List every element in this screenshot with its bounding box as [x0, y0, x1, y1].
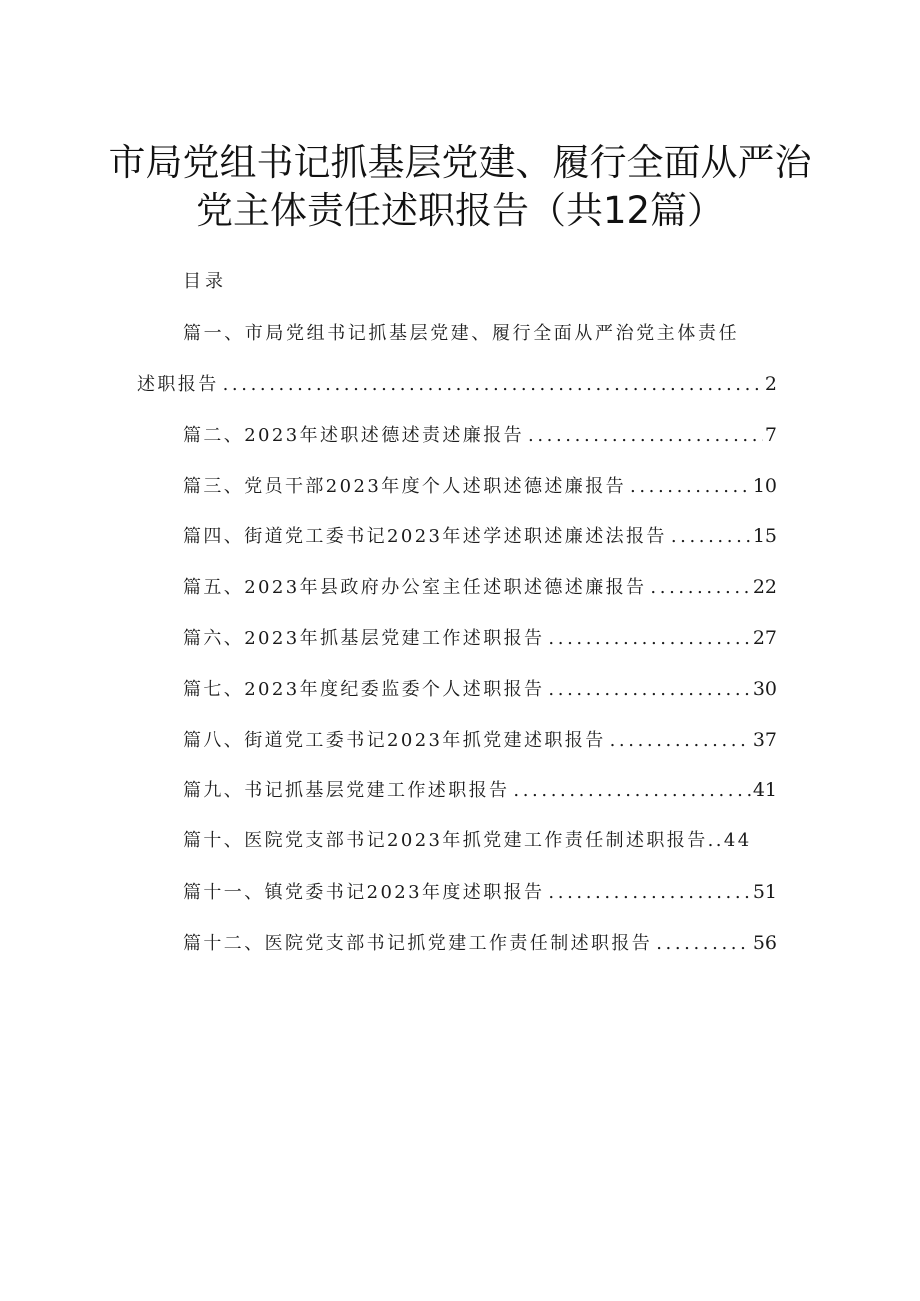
toc-leader-dots: [513, 777, 750, 805]
toc-entry-label: 篇八、街道党工委书记2023年抓党建述职报告: [183, 730, 606, 751]
toc-entry-label: 篇三、党员干部2023年度个人述职述德述廉报告: [183, 476, 627, 497]
toc-entry-4: [183, 522, 777, 550]
toc-leader-dots: [528, 422, 763, 450]
toc-entry-label: 篇六、2023年抓基层党建工作述职报告: [183, 628, 545, 649]
toc-entry-12: [183, 929, 777, 957]
toc-entry-label: 述职报告: [137, 374, 219, 395]
toc-entry-7: [183, 675, 777, 703]
toc-entry-label: 篇二、2023年述职述德述责述廉报告: [183, 425, 525, 446]
toc-entry-11: [183, 878, 777, 906]
toc-entry-label: 篇四、街道党工委书记2023年述学述职述廉述法报告: [183, 526, 667, 547]
toc-leader-dots: [671, 523, 751, 551]
toc-entry-6: [183, 624, 777, 652]
toc-page-number: 30: [752, 678, 777, 700]
toc-entry-label: 篇十、医院党支部书记2023年抓党建工作责任制述职报告..44: [183, 830, 752, 851]
toc-entry-5: [183, 573, 777, 601]
toc-heading: 目录: [183, 271, 227, 292]
toc-entry-label: 篇七、2023年度纪委监委个人述职报告: [183, 679, 545, 700]
toc-page-number: 56: [752, 932, 777, 954]
toc-entry-label: 篇九、书记抓基层党建工作述职报告: [183, 780, 510, 801]
toc-entry-1: [137, 370, 777, 398]
document-title-line-1: 市局党组书记抓基层党建、履行全面从严治: [108, 141, 812, 184]
toc-leader-dots: [656, 930, 751, 958]
toc-entry-2: [183, 421, 777, 449]
toc-page-number: 51: [752, 881, 777, 903]
toc-page-number: 37: [752, 729, 777, 751]
toc-entry-10: [183, 827, 777, 855]
toc-page-number: 7: [764, 424, 777, 446]
toc-entry-9: [183, 776, 777, 804]
toc-leader-dots: [548, 625, 750, 653]
toc-leader-dots: [650, 574, 750, 602]
toc-leader-dots: [548, 879, 750, 907]
toc-entry-1-line-1: 篇一、市局党组书记抓基层党建、履行全面从严治党主体责任: [183, 323, 740, 344]
toc-leader-dots: [630, 473, 751, 501]
toc-page-number: 2: [764, 373, 777, 395]
toc-page-number: 27: [752, 627, 777, 649]
document-title-line-2: 党主体责任述职报告（共12篇）: [195, 189, 725, 232]
toc-leader-dots: [610, 727, 751, 755]
toc-page-number: 10: [752, 475, 777, 497]
toc-entry-label: 篇五、2023年县政府办公室主任述职述德述廉报告: [183, 577, 647, 598]
toc-leader-dots: [548, 676, 750, 704]
toc-page-number: 22: [752, 576, 777, 598]
toc-leader-dots: [223, 371, 763, 399]
toc-page-number: 15: [752, 525, 777, 547]
toc-entry-8: [183, 726, 777, 754]
toc-entry-label: 篇十二、医院党支部书记抓党建工作责任制述职报告: [183, 933, 653, 954]
toc-entry-label: 篇十一、镇党委书记2023年度述职报告: [183, 882, 545, 903]
toc-page-number: 41: [752, 779, 777, 801]
toc-entry-3: [183, 472, 777, 500]
